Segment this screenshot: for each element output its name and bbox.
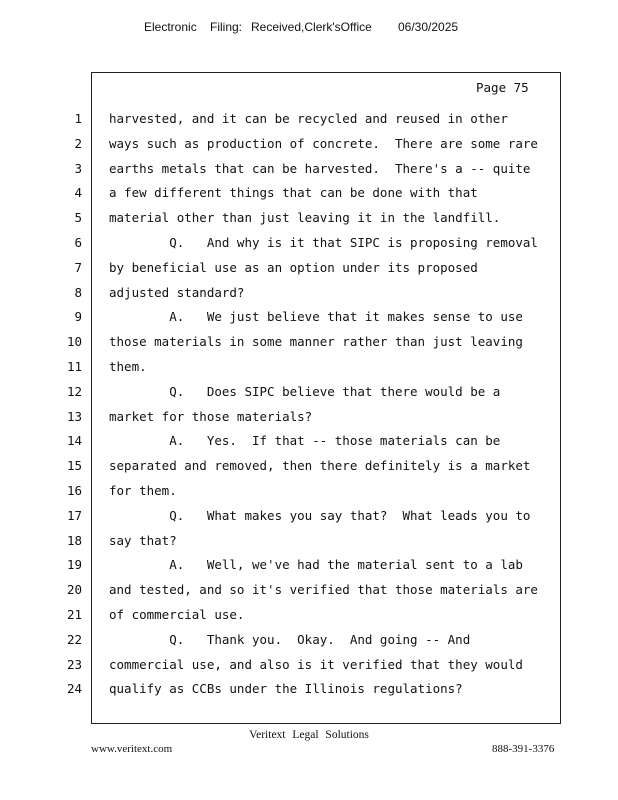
line-number: 18 — [66, 532, 82, 548]
line-number: 15 — [66, 458, 82, 474]
filing-word-received: Received,Clerk'sOffice — [251, 20, 372, 34]
line-number: 7 — [74, 259, 82, 275]
footer-phone: 888-391-3376 — [492, 743, 555, 755]
line-number: 23 — [66, 656, 82, 672]
transcript-line: adjusted standard? — [109, 284, 245, 300]
line-number: 5 — [74, 210, 82, 226]
transcript-line: separated and removed, then there definitely is a market — [109, 458, 531, 474]
line-number: 4 — [74, 185, 82, 201]
transcript-line: ways such as production of concrete. There are some rare — [109, 135, 538, 151]
line-number: 22 — [66, 631, 82, 647]
footer-company: Veritext Legal Solutions — [249, 729, 369, 741]
transcript-line: qualify as CCBs under the Illinois regulations? — [109, 681, 463, 697]
line-number: 8 — [74, 284, 82, 300]
transcript-line: them. — [109, 359, 147, 374]
line-number: 10 — [66, 334, 82, 350]
filing-date: 06/30/2025 — [398, 20, 459, 34]
line-number: 1 — [74, 111, 82, 126]
line-number: 17 — [66, 507, 82, 523]
line-number: 19 — [66, 557, 82, 573]
line-number: 21 — [66, 607, 82, 622]
line-number: 13 — [66, 408, 82, 424]
transcript-line: those materials in some manner rather than just leaving — [109, 334, 523, 350]
transcript-line: Q. Thank you. Okay. And going -- And — [109, 631, 471, 647]
line-number: 12 — [66, 383, 82, 399]
transcript-line: earths metals that can be harvested. There's a -- quite — [109, 160, 531, 176]
transcript-line: say that? — [109, 532, 177, 548]
line-number: 24 — [66, 681, 82, 697]
transcript-line: Q. And why is it that SIPC is proposing removal — [109, 235, 538, 250]
page-number: Page 75 — [476, 80, 529, 95]
line-number: 11 — [66, 359, 82, 374]
transcript-line: for them. — [109, 483, 177, 498]
line-number: 2 — [74, 135, 82, 151]
line-number: 3 — [74, 160, 82, 176]
transcript-line: A. Yes. If that -- those materials can be — [109, 433, 501, 449]
line-number: 16 — [66, 483, 82, 498]
line-number: 14 — [66, 433, 82, 449]
filing-word-electronic: Electronic — [144, 20, 197, 34]
line-number: 9 — [74, 309, 82, 325]
transcript-line: A. Well, we've had the material sent to a lab — [109, 557, 523, 573]
line-number: 20 — [66, 582, 82, 598]
filing-word-filing: Filing: — [210, 20, 243, 34]
transcript-line: a few different things that can be done with that — [109, 185, 478, 201]
transcript-line: market for those materials? — [109, 408, 313, 424]
transcript-line: material other than just leaving it in the landfill. — [109, 210, 501, 226]
transcript-line: Q. Does SIPC believe that there would be a — [109, 383, 501, 399]
transcript-line: Q. What makes you say that? What leads you to — [109, 507, 531, 523]
transcript-line: by beneficial use as an option under its proposed — [109, 259, 478, 275]
footer-website: www.veritext.com — [91, 743, 173, 755]
line-number: 6 — [74, 235, 82, 250]
transcript-line: harvested, and it can be recycled and reused in other — [109, 111, 508, 126]
transcript-line: commercial use, and also is it verified that they would — [109, 656, 523, 672]
transcript-line: and tested, and so it's verified that those materials are — [109, 582, 538, 598]
transcript-line: A. We just believe that it makes sense to use — [109, 309, 523, 325]
transcript-line: of commercial use. — [109, 607, 245, 622]
